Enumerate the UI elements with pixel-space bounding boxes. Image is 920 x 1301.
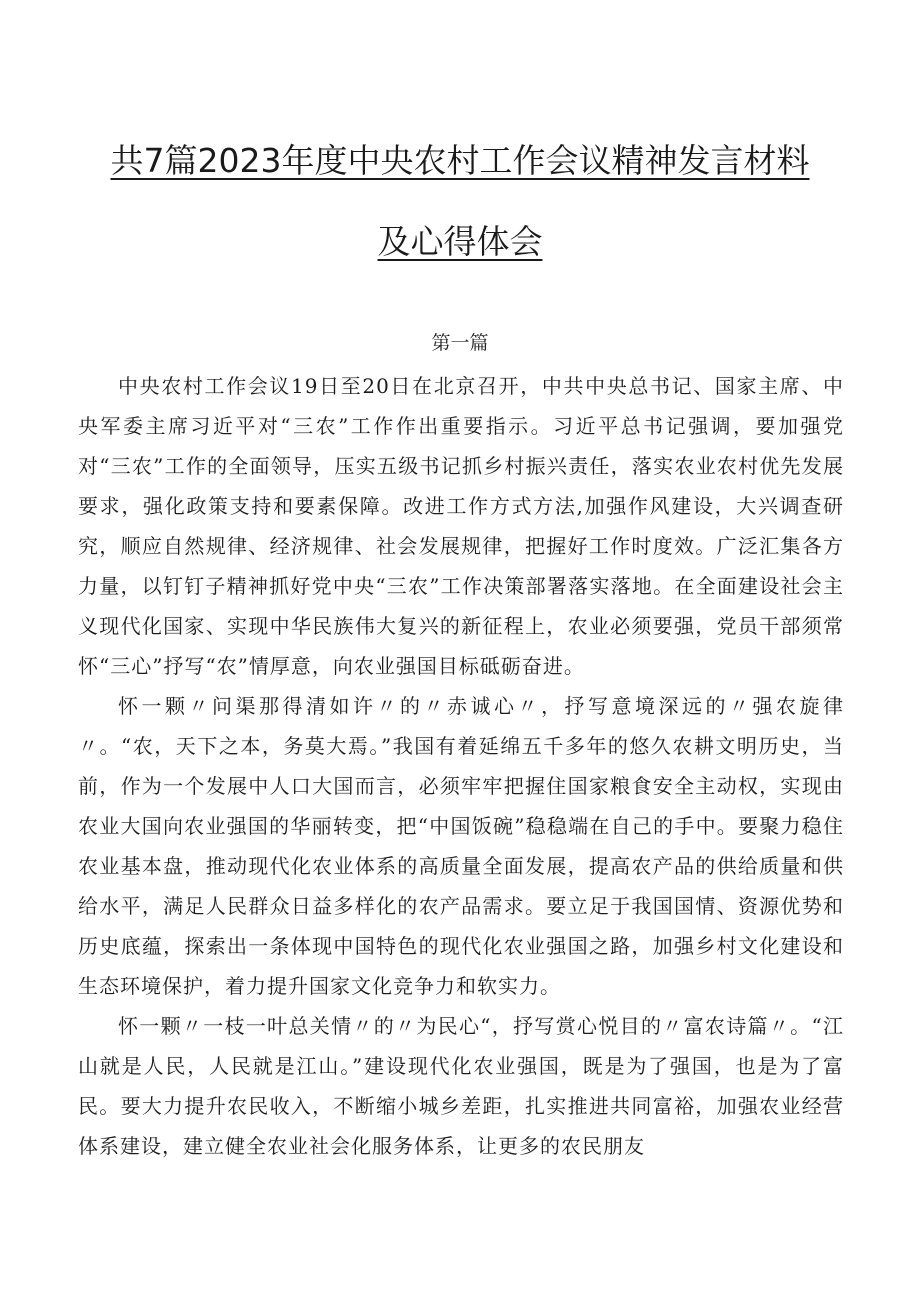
document-title-line-1: 共7篇2023年度中央农村工作会议精神发言材料 xyxy=(110,141,810,180)
document-title-line-2: 及心得体会 xyxy=(377,222,543,261)
section-heading: 第一篇 xyxy=(431,332,489,354)
paragraph-2: 怀一颗〃问渠那得清如许〃的〃赤诚心〃，抒写意境深远的〃强农旋律〃。“农，天下之本，务莫大焉。”我国有着延绵五千多年的悠久农耕文明历史，当前，作为一个发展中人口大国而言，必须牢牢把握住国家粮食安全主动权，实现由农业大国向农业强国的华丽转变，把“中国饭碗”稳稳端在自己的手中。要聚力稳住农业基本盘，推动现代化农业体系的高质量全面发展，提高农产品的供给质量和供给水平，满足人民群众日益多样化的农产品需求。要立足于我国国情、资源优势和历史底蕴，探索出一条体现中国特色的现代化农业强国之路，加强乡村文化建设和生态环境保护，着力提升国家文化竞争力和软实力。 xyxy=(78,694,844,998)
paragraph-1: 中央农村工作会议19日至20日在北京召开，中共中央总书记、国家主席、中央军委主席习近平对“三农”工作作出重要指示。习近平总书记强调，要加强党对“三农”工作的全面领导，压实五级书记抓乡村振兴责任，落实农业农村优先发展要求，强化政策支持和要素保障。改进工作方式方法,加强作风建设，大兴调查研究，顺应自然规律、经济规律、社会发展规律，把握好工作时度效。广泛汇集各方力量，以钉钉子精神抓好党中央“三农”工作决策部署落实落地。在全面建设社会主义现代化国家、实现中华民族伟大复兴的新征程上，农业必须要强，党员干部须常怀“三心”抒写“农”情厚意，向农业强国目标砥砺奋进。 xyxy=(78,374,844,678)
paragraph-3: 怀一颗〃一枝一叶总关情〃的〃为民心“，抒写赏心悦目的〃富农诗篇〃。“江山就是人民，人民就是江山。”建设现代化农业强国，既是为了强国，也是为了富民。要大力提升农民收入，不断缩小城乡差距，扎实推进共同富裕，加强农业经营体系建设，建立健全农业社会化服务体系，让更多的农民朋友 xyxy=(78,1014,844,1158)
document-body xyxy=(78,366,844,1166)
